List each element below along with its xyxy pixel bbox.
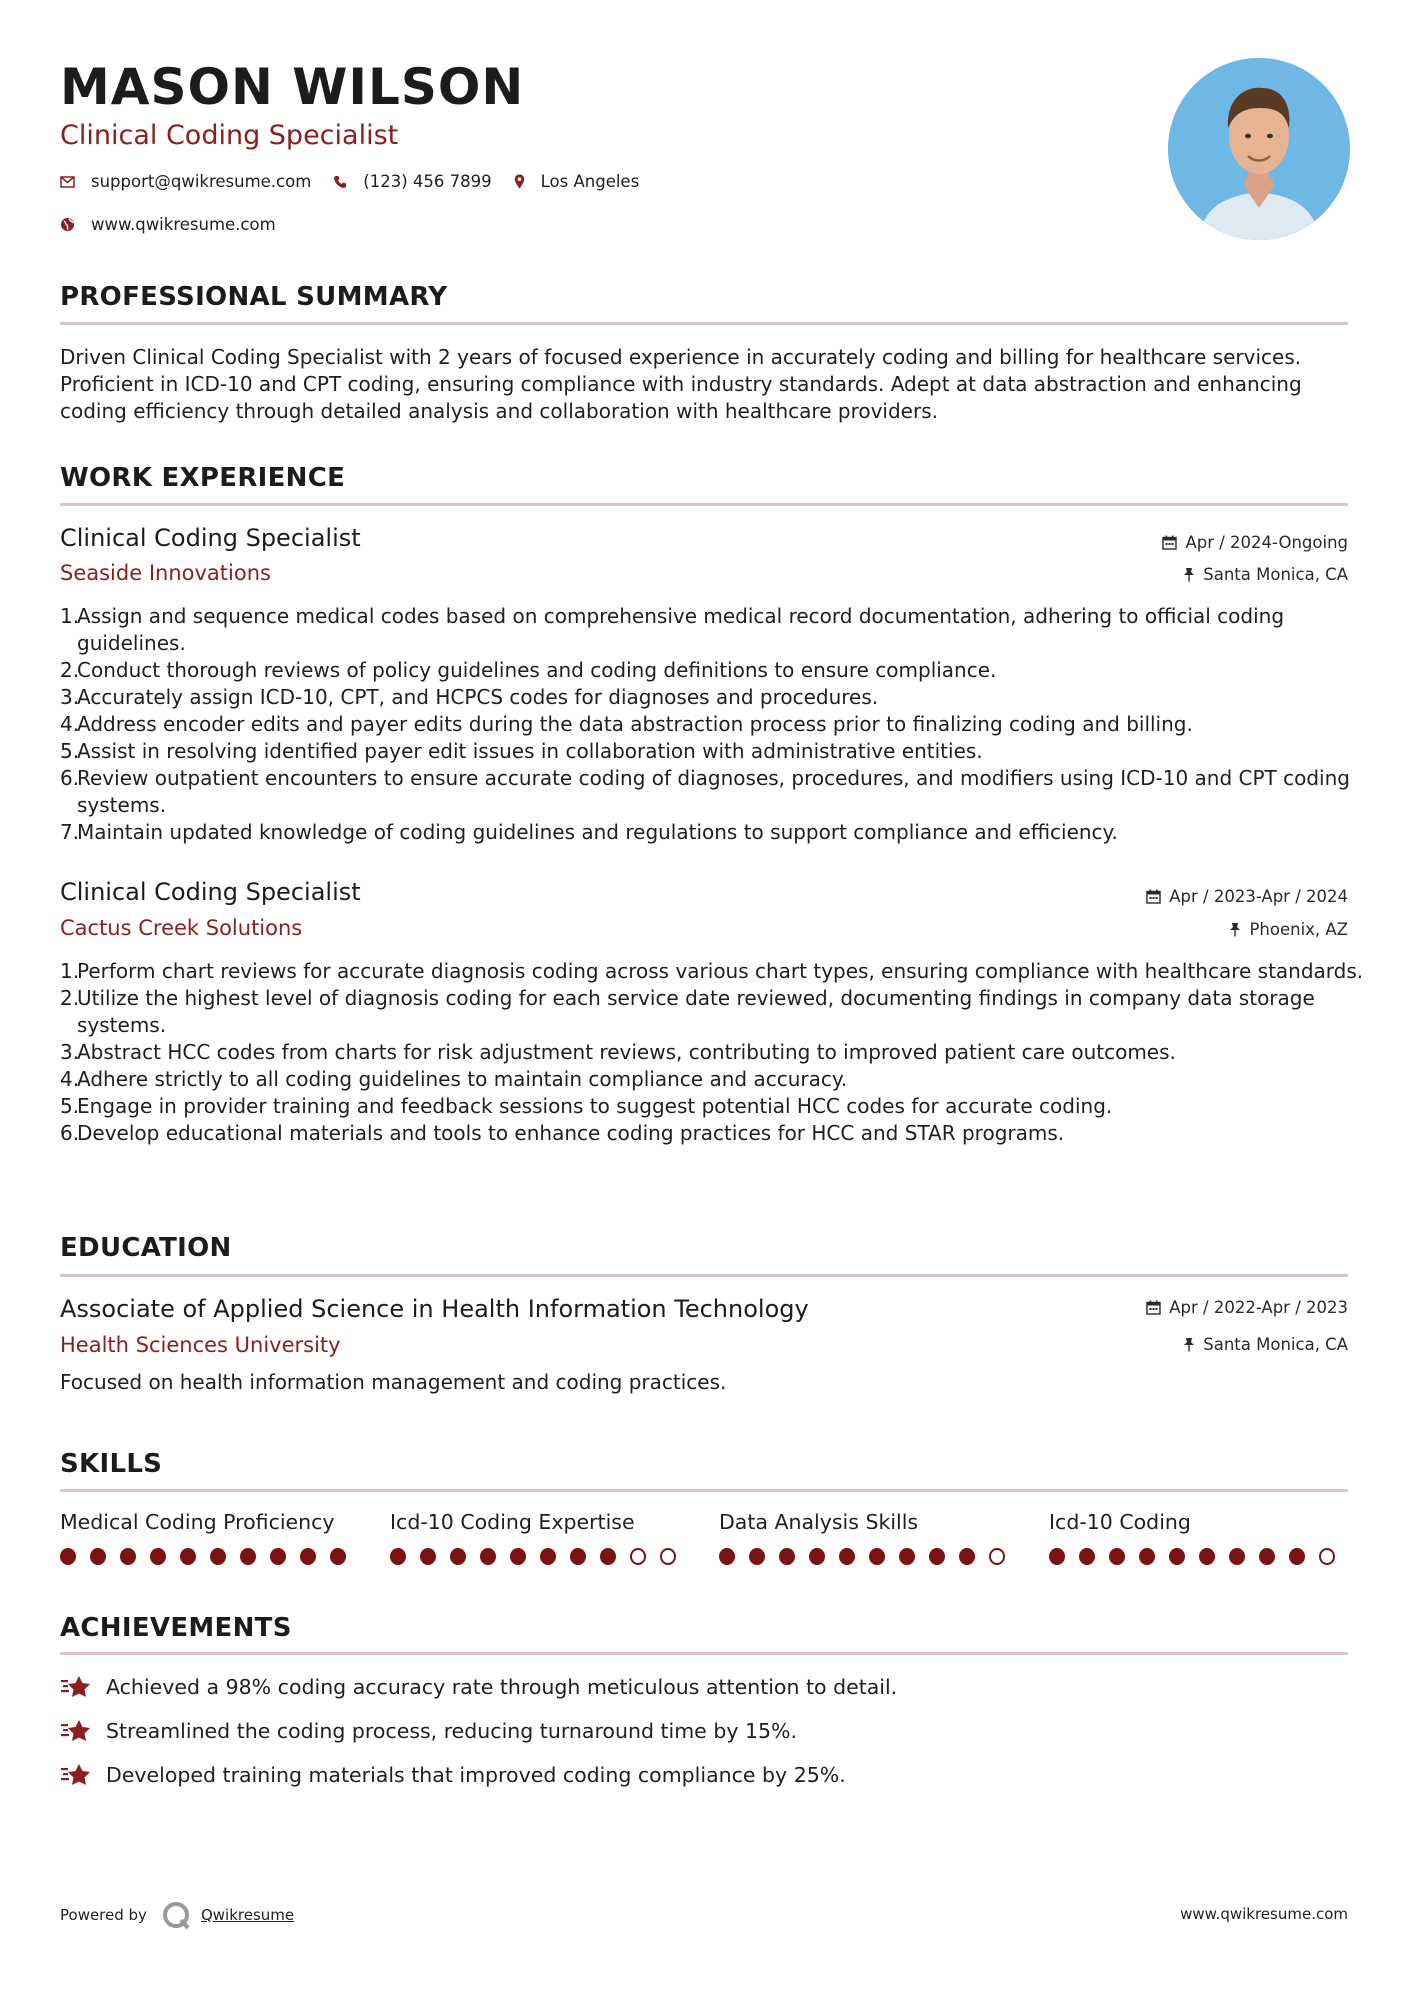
rating-dot-filled: [60, 1548, 76, 1565]
rating-dot-filled: [1229, 1548, 1245, 1565]
achievements-divider: [60, 1652, 1348, 1655]
rating-dot-filled: [779, 1548, 795, 1565]
achievement-text: Achieved a 98% coding accuracy rate through meticulous attention to detail.: [106, 1675, 898, 1699]
rating-dot-filled: [480, 1548, 496, 1565]
rating-dot-filled: [1259, 1548, 1275, 1565]
star-award-icon: [60, 1674, 92, 1700]
job-dates: [1162, 533, 1348, 552]
job-location-text: Phoenix, AZ: [1249, 920, 1348, 939]
star-award-icon: [60, 1762, 92, 1788]
skills-heading: SKILLS: [60, 1449, 163, 1479]
experience-divider: [60, 503, 1348, 506]
achievements-heading: ACHIEVEMENTS: [60, 1613, 292, 1643]
rating-dot-filled: [1199, 1548, 1215, 1565]
rating-dot-filled: [1169, 1548, 1185, 1565]
contact-email-text: support@qwikresume.com: [91, 172, 312, 191]
rating-dot-filled: [510, 1548, 526, 1565]
company-name: Seaside Innovations: [60, 561, 271, 585]
rating-dot-empty: [989, 1548, 1005, 1565]
education-divider: [60, 1274, 1348, 1277]
qwikresume-link[interactable]: Qwikresume: [200, 1906, 295, 1924]
rating-dot-filled: [1049, 1548, 1065, 1565]
list-item: Perform chart reviews for accurate diagnosis coding across various chart types, ensuring compliance with healthcare standards.: [77, 959, 1364, 983]
contact-website[interactable]: [60, 215, 276, 234]
job-title: Clinical Coding Specialist: [60, 524, 361, 552]
contact-phone[interactable]: [333, 172, 491, 191]
contact-phone-text: (123) 456 7899: [363, 172, 492, 191]
job-location-text: Santa Monica, CA: [1203, 565, 1348, 584]
achievement-text: Developed training materials that improved coding compliance by 25%.: [106, 1763, 846, 1787]
list-item: Adhere strictly to all coding guidelines to maintain compliance and accuracy.: [77, 1067, 848, 1091]
pushpin-icon: [1229, 922, 1241, 937]
avatar: [1168, 58, 1350, 240]
calendar-icon: [1146, 1300, 1161, 1315]
candidate-role: Clinical Coding Specialist: [60, 120, 399, 151]
list-item: Address encoder edits and payer edits during the data abstraction process prior to finalizing coding and billing.: [77, 712, 1193, 736]
footer-powered-by: [60, 1900, 294, 1930]
pushpin-icon: [1183, 567, 1195, 582]
list-item: Conduct thorough reviews of policy guidelines and coding definitions to ensure compliance.: [77, 658, 997, 682]
rating-dot-filled: [1079, 1548, 1095, 1565]
rating-dot-filled: [600, 1548, 616, 1565]
contact-email[interactable]: [60, 172, 311, 191]
contact-location-text: Los Angeles: [540, 172, 640, 191]
rating-dot-filled: [1139, 1548, 1155, 1565]
degree-title: Associate of Applied Science in Health Information Technology: [60, 1295, 809, 1323]
star-award-icon: [60, 1718, 92, 1744]
list-item: Utilize the highest level of diagnosis coding for each service date reviewed, documenting findings in company data storage systems.: [77, 986, 1315, 1037]
list-item: Assist in resolving identified payer edit issues in collaboration with administrative entities.: [77, 739, 983, 763]
rating-dot-filled: [240, 1548, 256, 1565]
achievement-text: Streamlined the coding process, reducing turnaround time by 15%.: [106, 1719, 798, 1743]
map-pin-icon: [514, 174, 525, 189]
rating-dot-filled: [869, 1548, 885, 1565]
rating-dot-filled: [809, 1548, 825, 1565]
candidate-name: MASON WILSON: [60, 58, 525, 116]
rating-dot-filled: [450, 1548, 466, 1565]
rating-dot-filled: [570, 1548, 586, 1565]
list-item: Engage in provider training and feedback sessions to suggest potential HCC codes for accurate coding.: [77, 1094, 1113, 1118]
contact-location: [514, 172, 640, 191]
education-location-text: Santa Monica, CA: [1203, 1335, 1348, 1354]
rating-dot-filled: [210, 1548, 226, 1565]
skill-rating: [390, 1548, 690, 1565]
summary-divider: [60, 322, 1348, 325]
list-item: Abstract HCC codes from charts for risk adjustment reviews, contributing to improved patient care outcomes.: [77, 1040, 1176, 1064]
list-item: Develop educational materials and tools to enhance coding practices for HCC and STAR programs.: [77, 1121, 1065, 1145]
list-item: Assign and sequence medical codes based on comprehensive medical record documentation, adhering to official coding guidelines.: [77, 604, 1285, 655]
rating-dot-empty: [630, 1548, 646, 1565]
contact-website-text: www.qwikresume.com: [91, 215, 276, 234]
rating-dot-filled: [390, 1548, 406, 1565]
calendar-icon: [1162, 535, 1177, 550]
rating-dot-filled: [899, 1548, 915, 1565]
job-location: [1229, 920, 1348, 939]
rating-dot-filled: [929, 1548, 945, 1565]
education-heading: EDUCATION: [60, 1233, 232, 1263]
skill-rating: [60, 1548, 360, 1565]
rating-dot-filled: [330, 1548, 346, 1565]
education-location: [1183, 1335, 1348, 1354]
footer-website[interactable]: www.qwikresume.com: [1180, 1905, 1348, 1923]
rating-dot-filled: [150, 1548, 166, 1565]
skill-item: [60, 1510, 360, 1565]
rating-dot-filled: [300, 1548, 316, 1565]
globe-icon: [60, 217, 75, 232]
education-dates: [1146, 1298, 1348, 1317]
company-name: Cactus Creek Solutions: [60, 916, 303, 940]
rating-dot-filled: [540, 1548, 556, 1565]
skills-divider: [60, 1489, 1348, 1492]
skill-rating: [1049, 1548, 1349, 1565]
list-item: Maintain updated knowledge of coding guidelines and regulations to support compliance and efficiency.: [77, 820, 1118, 844]
rating-dot-filled: [839, 1548, 855, 1565]
skill-rating: [719, 1548, 1019, 1565]
skill-name: Icd-10 Coding: [1049, 1510, 1191, 1534]
job-dates-text: Apr / 2023-Apr / 2024: [1169, 887, 1348, 906]
skill-name: Icd-10 Coding Expertise: [390, 1510, 635, 1534]
contact-row-secondary: [60, 215, 298, 234]
skill-item: [1049, 1510, 1349, 1565]
school-name: Health Sciences University: [60, 1333, 341, 1357]
resume-page: [60, 0, 1364, 1990]
rating-dot-filled: [1289, 1548, 1305, 1565]
education-dates-text: Apr / 2022-Apr / 2023: [1169, 1298, 1348, 1317]
rating-dot-empty: [1319, 1548, 1335, 1565]
rating-dot-filled: [420, 1548, 436, 1565]
achievement-item: [60, 1718, 797, 1744]
skill-item: [719, 1510, 1019, 1565]
rating-dot-filled: [749, 1548, 765, 1565]
pushpin-icon: [1183, 1337, 1195, 1352]
summary-text: Driven Clinical Coding Specialist with 2 years of focused experience in accurately coding and billing for healthcare services. Proficient in ICD-10 and CPT coding, ensuring compliance with industry standards. Adept at data abstraction and enhancing coding efficiency through detailed analysis and collaboration with healthcare providers.: [60, 345, 1302, 423]
rating-dot-filled: [120, 1548, 136, 1565]
qwikresume-logo-icon: [161, 1900, 195, 1930]
phone-icon: [333, 175, 347, 189]
skill-item: [390, 1510, 690, 1565]
job-location: [1183, 565, 1348, 584]
list-item: Accurately assign ICD-10, CPT, and HCPCS codes for diagnoses and procedures.: [77, 685, 879, 709]
job-dates-text: Apr / 2024-Ongoing: [1185, 533, 1348, 552]
job-duties-list: [60, 603, 1365, 846]
mail-icon: [60, 176, 75, 188]
achievement-item: [60, 1674, 897, 1700]
education-description: Focused on health information management and coding practices.: [60, 1370, 727, 1394]
job-dates: [1146, 887, 1348, 906]
skill-name: Medical Coding Proficiency: [60, 1510, 335, 1534]
profile-photo-illustration: [1168, 58, 1350, 240]
calendar-icon: [1146, 889, 1161, 904]
rating-dot-empty: [660, 1548, 676, 1565]
job-title: Clinical Coding Specialist: [60, 878, 361, 906]
rating-dot-filled: [959, 1548, 975, 1565]
list-item: Review outpatient encounters to ensure accurate coding of diagnoses, procedures, and modifiers using ICD-10 and CPT coding systems.: [77, 766, 1350, 817]
rating-dot-filled: [270, 1548, 286, 1565]
summary-heading: PROFESSIONAL SUMMARY: [60, 282, 448, 312]
powered-by-label: Powered by: [60, 1906, 147, 1924]
rating-dot-filled: [1109, 1548, 1125, 1565]
experience-heading: WORK EXPERIENCE: [60, 463, 346, 493]
skill-name: Data Analysis Skills: [719, 1510, 919, 1534]
rating-dot-filled: [180, 1548, 196, 1565]
contact-row-primary: [60, 172, 661, 191]
rating-dot-filled: [90, 1548, 106, 1565]
achievement-item: [60, 1762, 846, 1788]
rating-dot-filled: [719, 1548, 735, 1565]
job-duties-list: [60, 958, 1365, 1147]
